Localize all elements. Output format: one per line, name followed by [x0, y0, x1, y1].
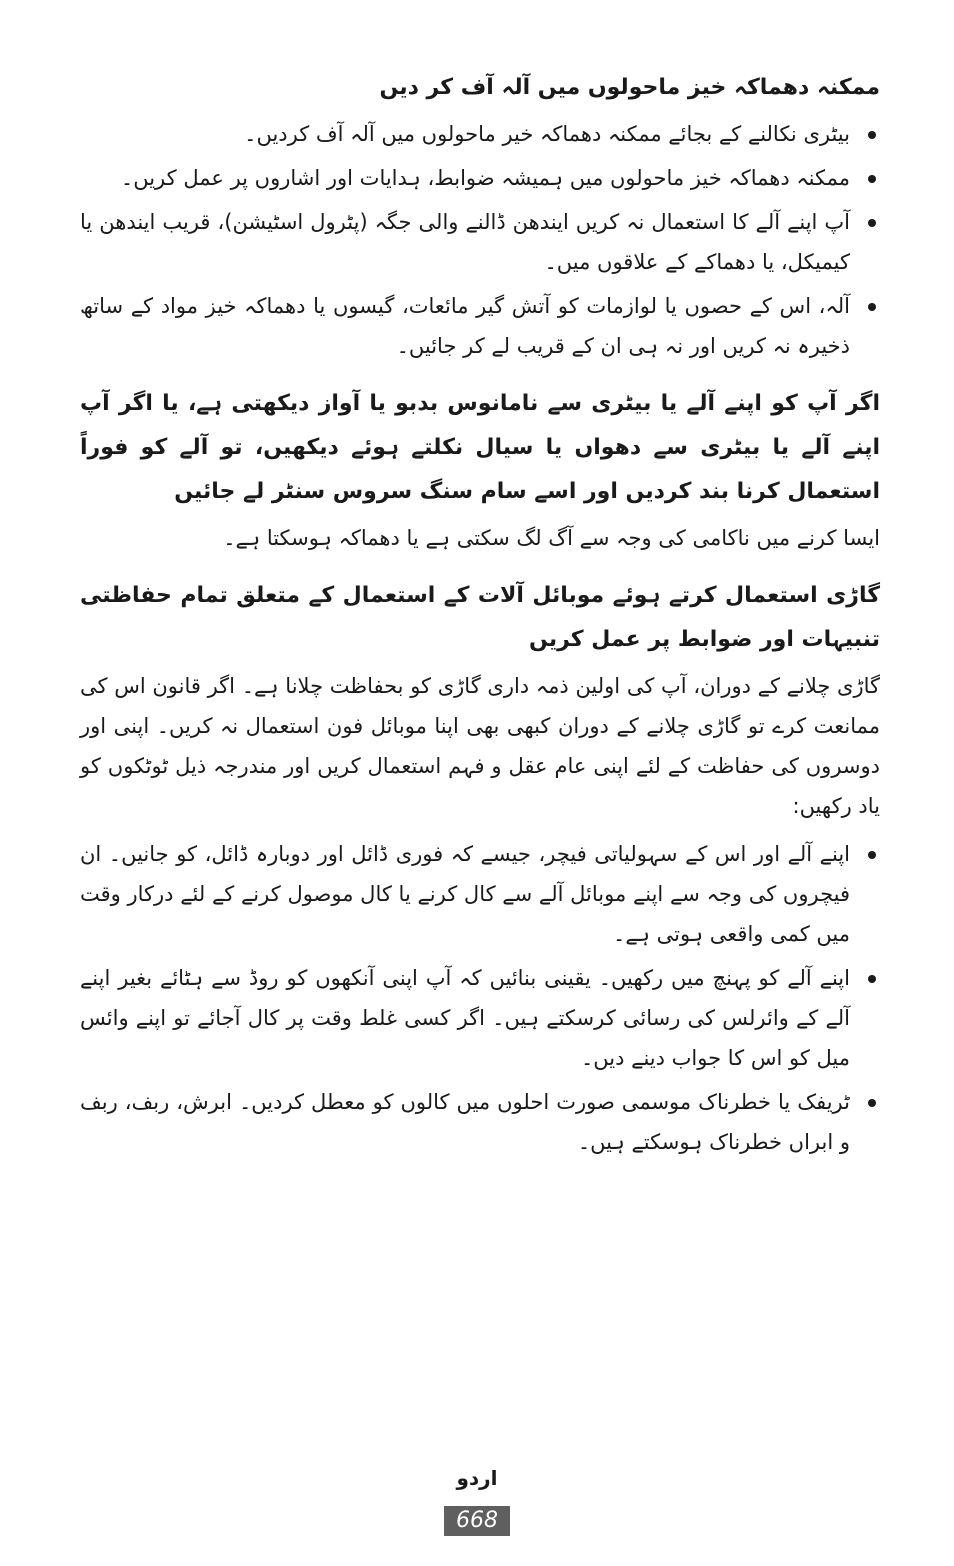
- paragraph-driving: گاڑی چلانے کے دوران، آپ کی اولین ذمہ داری گاڑی کو بحفاظت چلانا ہے۔ اگر قانون اس کی ممانعت کرے تو گاڑی چلانے کے دوران کبھی بھی اپنا موبائل فون استعمال نہ کریں۔ اپنی اور دوسروں کی حفاظت کے لئے اپنی عام عقل و فہم استعمال کریں اور مندرجہ ذیل ٹوٹکوں کو یاد رکھیں:: [80, 674, 880, 818]
- bullet-icon: [868, 303, 876, 311]
- bullet-icon: [868, 851, 876, 859]
- list-item-text: ٹریفک یا خطرناک موسمی صورت احلوں میں کالوں کو معطل کردیں۔ ابرش، ربف، ربف و ابراں خطرناک ہوسکتے ہیں۔: [80, 1090, 850, 1154]
- list-item: [80, 958, 880, 1078]
- section-heading-driving: گاڑی استعمال کرتے ہوئے موبائل آلات کے استعمال کے متعلق تمام حفاظتی تنبیہات اور ضوابط پر عمل کریں: [80, 583, 880, 652]
- list-item: [80, 158, 880, 198]
- paragraph-fire-warning: ایسا کرنے میں ناکامی کی وجہ سے آگ لگ سکتی ہے یا دھماکہ ہوسکتا ہے۔: [223, 526, 880, 550]
- bullet-icon: [868, 131, 876, 139]
- list-item: [80, 286, 880, 366]
- bullet-list-explosive: [80, 114, 880, 366]
- bullet-icon: [868, 219, 876, 227]
- bullet-list-driving: [80, 834, 880, 1162]
- section-heading-explosive: ممکنہ دھماکہ خیز ماحولوں میں آلہ آف کر دیں: [379, 75, 880, 100]
- list-item-text: ممکنہ دھماکہ خیز ماحولوں میں ہمیشہ ضوابط، ہدایات اور اشاروں پر عمل کریں۔: [120, 166, 850, 190]
- list-item-text: اپنے آلے کو پہنچ میں رکھیں۔ یقینی بنائیں کہ آپ اپنی آنکھوں کو روڈ سے ہٹائے بغیر اپنے آلے کے وائرلس کی رسائی کرسکتے ہیں۔ اگر کسی غلط وقت پر کال آجائے تو اپنے وائس میل کو اس کا جواب دینے دیں۔: [80, 966, 850, 1070]
- section-heading-smell-sound: اگر آپ کو اپنے آلے یا بیٹری سے نامانوس بدبو یا آواز دیکھتی ہے، یا اگر آپ اپنے آلے یا بیٹری سے دھواں یا سیال نکلتے ہوئے دیکھیں، تو آلے کو فوراً استعمال کرنا بند کردیں اور اسے سام سنگ سروس سنٹر لے جائیں: [80, 391, 880, 504]
- bullet-icon: [868, 175, 876, 183]
- page-content: [80, 66, 880, 1176]
- list-item: [80, 114, 880, 154]
- list-item-text: بیٹری نکالنے کے بجائے ممکنہ دھماکہ خیر ماحولوں میں آلہ آف کردیں۔: [244, 122, 850, 146]
- list-item: [80, 1082, 880, 1162]
- list-item: [80, 834, 880, 954]
- list-item: [80, 202, 880, 282]
- list-item-text: آپ اپنے آلے کا استعمال نہ کریں ایندھن ڈالنے والی جگہ (پٹرول اسٹیشن)، قریب ایندھن یا کیمیکل، یا دھماکے کے علاقوں میں۔: [80, 210, 850, 274]
- list-item-text: اپنے آلے اور اس کے سہولیاتی فیچر، جیسے کہ فوری ڈائل اور دوبارہ ڈائل، کو جانیں۔ ان فیچروں کی وجہ سے اپنے موبائل آلے سے کال کرنے یا کال موصول کرنے کے لئے درکار وقت میں کمی واقعی ہوتی ہے۔: [80, 842, 850, 946]
- list-item-text: آلہ، اس کے حصوں یا لوازمات کو آتش گیر مائعات، گیسوں یا دھماکہ خیز مواد کے ساتھ ذخیرہ نہ کریں اور نہ ہی ان کے قریب لے کر جائیں۔: [80, 294, 850, 358]
- page-number: 668: [444, 1506, 510, 1536]
- page-number-container: [0, 1506, 954, 1536]
- bullet-icon: [868, 975, 876, 983]
- bullet-icon: [868, 1099, 876, 1107]
- footer-language-label: اردو: [456, 1466, 498, 1490]
